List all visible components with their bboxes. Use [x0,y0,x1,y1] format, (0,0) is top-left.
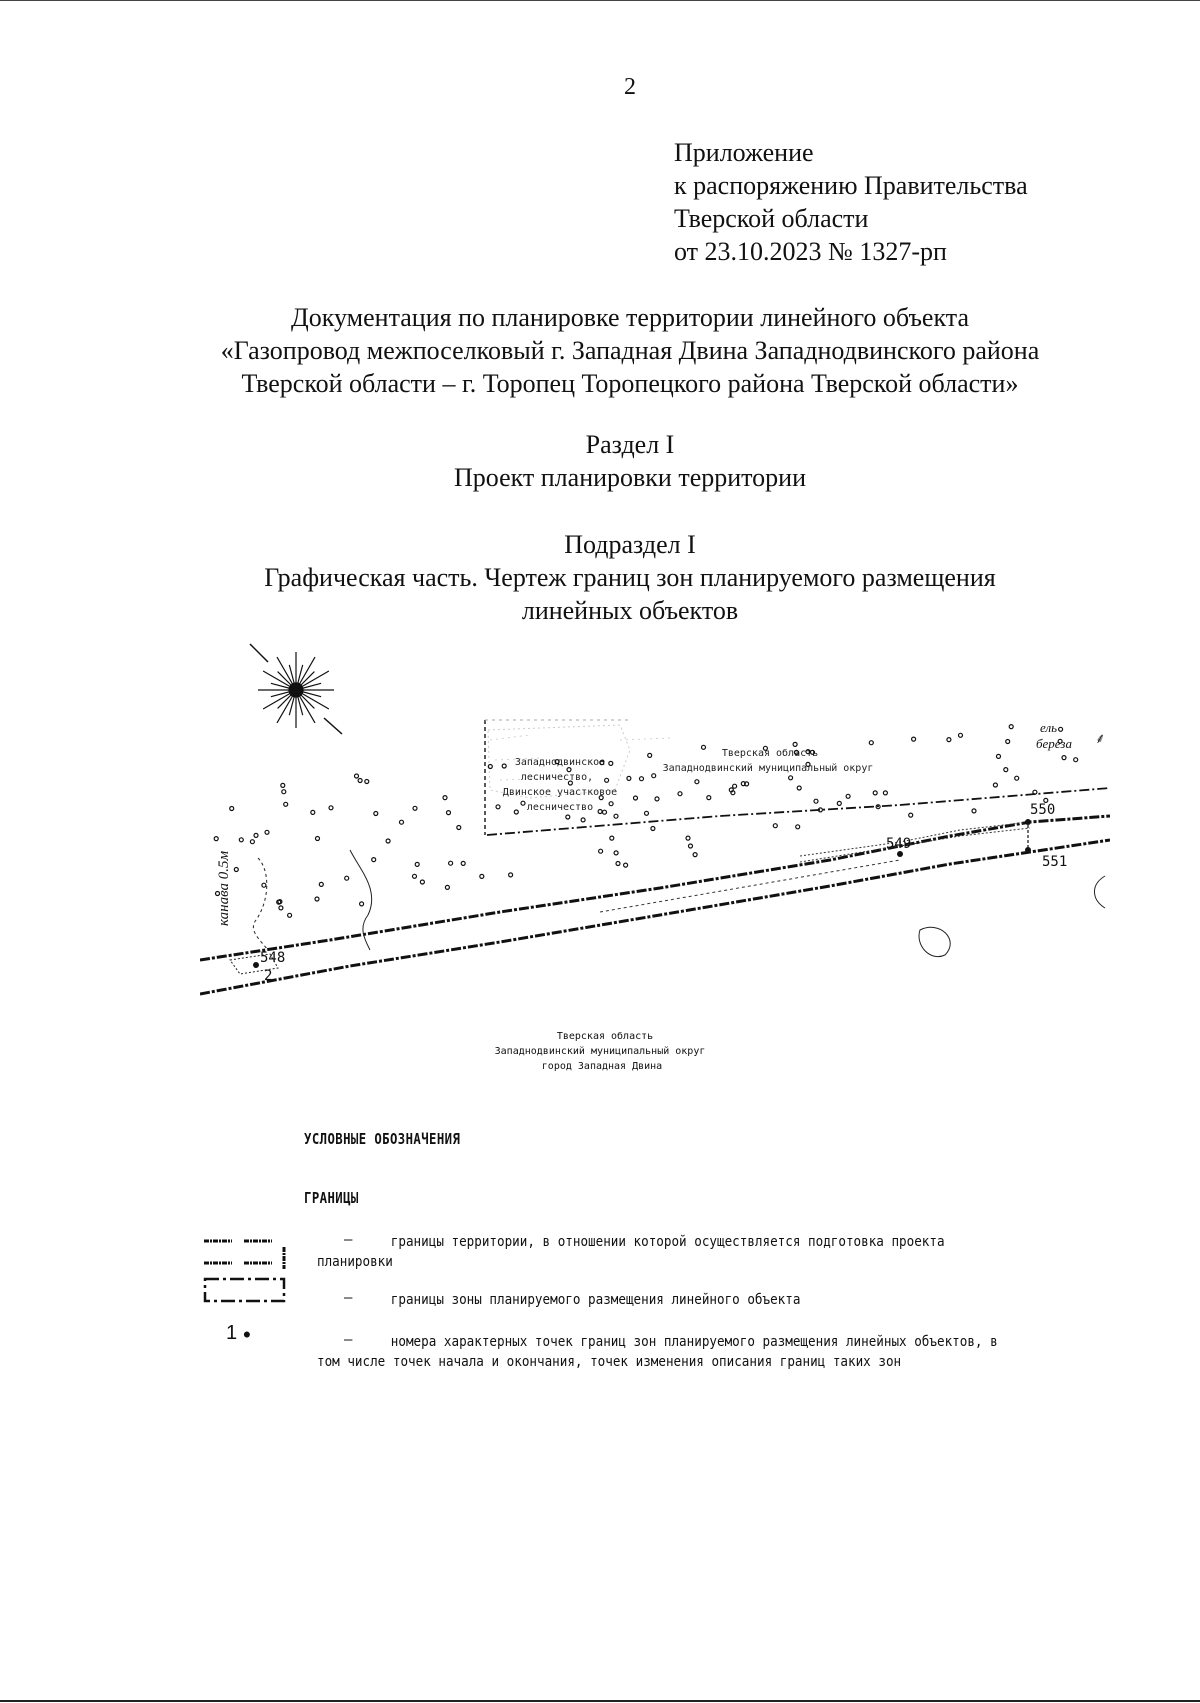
vegetation-dot [413,806,417,810]
vegetation-dot [254,833,258,837]
point-label: 2 [264,968,273,984]
vegetation-dot [678,792,682,796]
section-line: Раздел I [585,430,675,459]
title-line: Тверской области – г. Торопец Торопецкого района Тверской области» [241,369,1019,398]
vegetation-dot [695,780,699,784]
vegetation-dot [640,777,644,781]
vegetation-dot [702,745,706,749]
point-marker [1025,847,1031,853]
point-dot-icon: ● [242,1325,252,1342]
legend-dash: – [344,1290,353,1306]
vegetation-dot [250,840,254,844]
vegetation-dot [846,794,850,798]
vegetation-dot [869,741,873,745]
section-heading [0,428,1200,494]
vegetation-dot [413,874,417,878]
forestry-label: лесничество [526,802,594,813]
document-title [0,301,1200,400]
title-line: «Газопровод межпоселковый г. Западная Двина Западнодвинского района [220,336,1040,365]
tree-icon: ⸙ [1095,732,1106,747]
vegetation-dot [420,880,424,884]
forestry-label: лесничество, [520,772,594,783]
vegetation-dot [234,868,238,872]
vegetation-dot [652,774,656,778]
subsection-heading [0,528,1200,627]
vegetation-dot [345,876,349,880]
vegetation-dot [1015,776,1019,780]
vegetation-dot [374,812,378,816]
vegetation-dot [616,862,620,866]
vegetation-dot [645,811,649,815]
appendix-line: от 23.10.2023 № 1327-рп [674,237,947,266]
vegetation-dot [909,813,913,817]
scan-top-edge [0,0,1200,1]
region-label: Западнодвинский муниципальный округ [662,763,874,774]
vegetation-dots [214,725,1077,918]
boundary-territory-symbol [202,1237,292,1273]
subsection-line: Графическая часть. Чертеж границ зон планируемого размещения [264,563,996,592]
vegetation-dot [457,826,461,830]
legend-text: границы территории, в отношении которой осуществляется подготовка проекта планировки [317,1234,945,1270]
vegetation-dot [239,838,243,842]
vegetation-dot [1009,725,1013,729]
vegetation-dot [837,801,841,805]
vegetation-dot [609,761,613,765]
tree-label: ель [1040,720,1058,735]
appendix-line: Тверской области [674,204,869,233]
vegetation-dot [733,784,737,788]
vegetation-dot [449,861,453,865]
vegetation-dot [386,839,390,843]
vegetation-dot [1006,740,1010,744]
legend-text: номера характерных точек границ зон планируемого размещения линейных объектов, в том числе точек начала и окончания, точек изменения описания границ таких зон [317,1334,998,1370]
vegetation-dot [598,810,602,814]
subsection-line: линейных объектов [521,596,739,625]
vegetation-dot [993,783,997,787]
vegetation-dot [480,874,484,878]
vegetation-dot [1059,727,1063,731]
vegetation-dot [358,779,362,783]
vegetation-dot [230,807,234,811]
vegetation-dot [415,862,419,866]
vegetation-dot [793,742,797,746]
title-line: Документация по планировке территории линейного объекта [291,303,969,332]
vegetation-dot [603,810,607,814]
ditch-label: канава 0.5м [216,850,232,926]
vegetation-dot [372,858,376,862]
vegetation-dot [355,774,359,778]
vegetation-dot [610,836,614,840]
vegetation-dot [496,805,500,809]
boundary-zone-symbol [202,1275,292,1305]
subsection-line: Подраздел I [564,530,696,559]
vegetation-dot [627,776,631,780]
vegetation-dot [912,737,916,741]
point-number-example: 1 [226,1322,238,1344]
vegetation-dot [502,764,506,768]
legend-dash: – [344,1232,353,1248]
vegetation-dot [443,796,447,800]
vegetation-dot [282,790,286,794]
point-marker [253,962,259,968]
vegetation-dot [566,815,570,819]
vegetation-dot [796,825,800,829]
legend-group-title: ГРАНИЦЫ [304,1189,359,1207]
vegetation-dot [599,849,603,853]
vegetation-dot [693,853,697,857]
compass-rose-icon [250,644,342,734]
vegetation-dot [1004,768,1008,772]
point-label: 551 [1042,854,1068,870]
legend-dash: – [344,1332,353,1348]
vegetation-dot [634,796,638,800]
vegetation-dot [609,802,613,806]
vegetation-dot [797,786,801,790]
point-marker [1025,819,1031,825]
vegetation-dot [624,863,628,867]
point-number-symbol [226,1322,251,1345]
vegetation-dot [400,820,404,824]
vegetation-dot [1062,756,1066,760]
vegetation-dot [731,791,735,795]
vegetation-dot [445,885,449,889]
vegetation-dot [581,818,585,822]
legend-title: УСЛОВНЫЕ ОБОЗНАЧЕНИЯ [304,1130,461,1148]
vegetation-dot [316,837,320,841]
scan-bottom-edge [0,1700,1200,1702]
region-label: город Западная Двина [541,1061,663,1072]
appendix-block [674,136,1028,268]
corridor-boundaries [200,816,1110,994]
vegetation-dot [329,806,333,810]
point-label: 550 [1030,802,1056,818]
appendix-line: к распоряжению Правительства [674,171,1028,200]
vegetation-dot [288,913,292,917]
vegetation-dot [614,851,618,855]
territory-map [200,640,1110,1090]
point-label: 549 [886,836,912,852]
page-number: 2 [624,74,636,100]
legend-text: границы зоны планируемого размещения линейного объекта [390,1292,801,1308]
vegetation-dot [461,861,465,865]
vegetation-dot [360,902,364,906]
vegetation-dot [567,768,571,772]
vegetation-dot [284,802,288,806]
forestry-label: Западнодвинское [514,757,606,768]
vegetation-dot [689,844,693,848]
region-label: Тверская область [556,1031,654,1042]
vegetation-dot [447,811,451,815]
vegetation-dot [947,738,951,742]
forestry-label: Двинское участковое [502,787,618,798]
vegetation-dot [315,897,319,901]
vegetation-dot [972,809,976,813]
vegetation-dot [789,776,793,780]
region-label: Западнодвинский муниципальный округ [494,1046,706,1057]
vegetation-dot [707,796,711,800]
vegetation-dot [997,754,1001,758]
section-line: Проект планировки территории [453,463,807,492]
vegetation-dot [521,801,525,805]
vegetation-dot [655,797,659,801]
vegetation-dot [773,824,777,828]
vegetation-dot [311,810,315,814]
vegetation-dot [648,753,652,757]
vegetation-dot [568,781,572,785]
tree-label: береза [1036,736,1072,751]
vegetation-dot [265,830,269,834]
vegetation-dot [281,783,285,787]
vegetation-dot [818,808,822,812]
vegetation-dot [814,799,818,803]
vegetation-dot [883,791,887,795]
vegetation-dot [262,883,266,887]
vegetation-dot [873,791,877,795]
vegetation-dot [686,836,690,840]
vegetation-dot [741,782,745,786]
vegetation-dot [1033,790,1037,794]
vegetation-dot [279,906,283,910]
region-label: Тверская область [721,748,819,759]
point-label: 548 [260,950,286,966]
vegetation-dot [605,778,609,782]
appendix-line: Приложение [674,138,814,167]
vegetation-dot [214,837,218,841]
vegetation-dot [651,827,655,831]
vegetation-dot [365,780,369,784]
vegetation-dot [509,873,513,877]
vegetation-dot [959,733,963,737]
vegetation-dot [319,882,323,886]
vegetation-dot [1074,758,1078,762]
vegetation-dot [514,810,518,814]
vegetation-dot [614,814,618,818]
